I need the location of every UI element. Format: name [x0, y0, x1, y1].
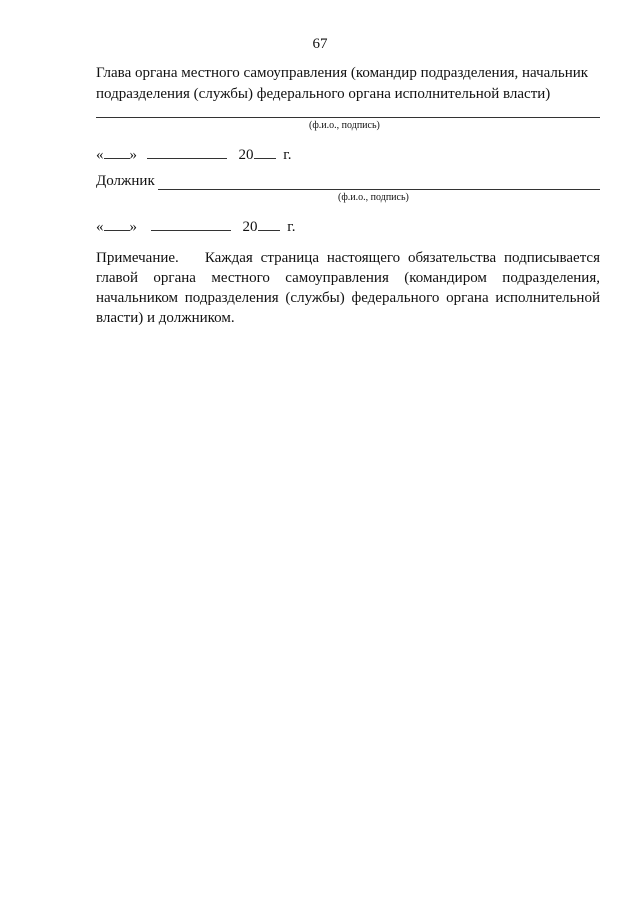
debtor-date-line — [96, 218, 295, 236]
date-month-blank — [151, 218, 231, 231]
note-text: Каждая страница настоящего обязательства подписывается главой органа местного самоуправления (командиром подразделения, начальником подразделения (службы) федерального органа исполнительной власти) и должником. — [96, 250, 600, 326]
date-year-prefix: 20 — [238, 147, 254, 163]
date-year-suffix: г. — [287, 219, 296, 235]
date-year-blank — [254, 146, 276, 159]
date-month-blank — [147, 146, 227, 159]
note-paragraph — [96, 248, 600, 328]
head-signature-caption: (ф.и.о., подпись) — [309, 120, 380, 131]
date-open-quote: « — [96, 147, 104, 163]
date-open-quote: « — [96, 219, 104, 235]
note-label: Примечание. — [96, 250, 179, 266]
debtor-label: Должник — [96, 173, 155, 189]
head-signatory-text: Глава органа местного самоуправления (командир подразделения, начальник подразделения (службы) федерального органа исполнительной власти) — [96, 65, 589, 102]
page-number: 67 — [312, 36, 328, 52]
date-year-prefix: 20 — [242, 219, 258, 235]
debtor-signature-caption: (ф.и.о., подпись) — [338, 192, 409, 203]
head-date-line — [96, 146, 291, 164]
date-year-suffix: г. — [283, 147, 292, 163]
date-year-blank — [258, 218, 280, 231]
debtor-signature-line — [158, 189, 600, 190]
head-signature-line — [96, 117, 600, 118]
date-day-blank — [104, 218, 130, 231]
date-close-quote: » — [129, 219, 137, 235]
date-close-quote: » — [129, 147, 137, 163]
date-day-blank — [104, 146, 130, 159]
